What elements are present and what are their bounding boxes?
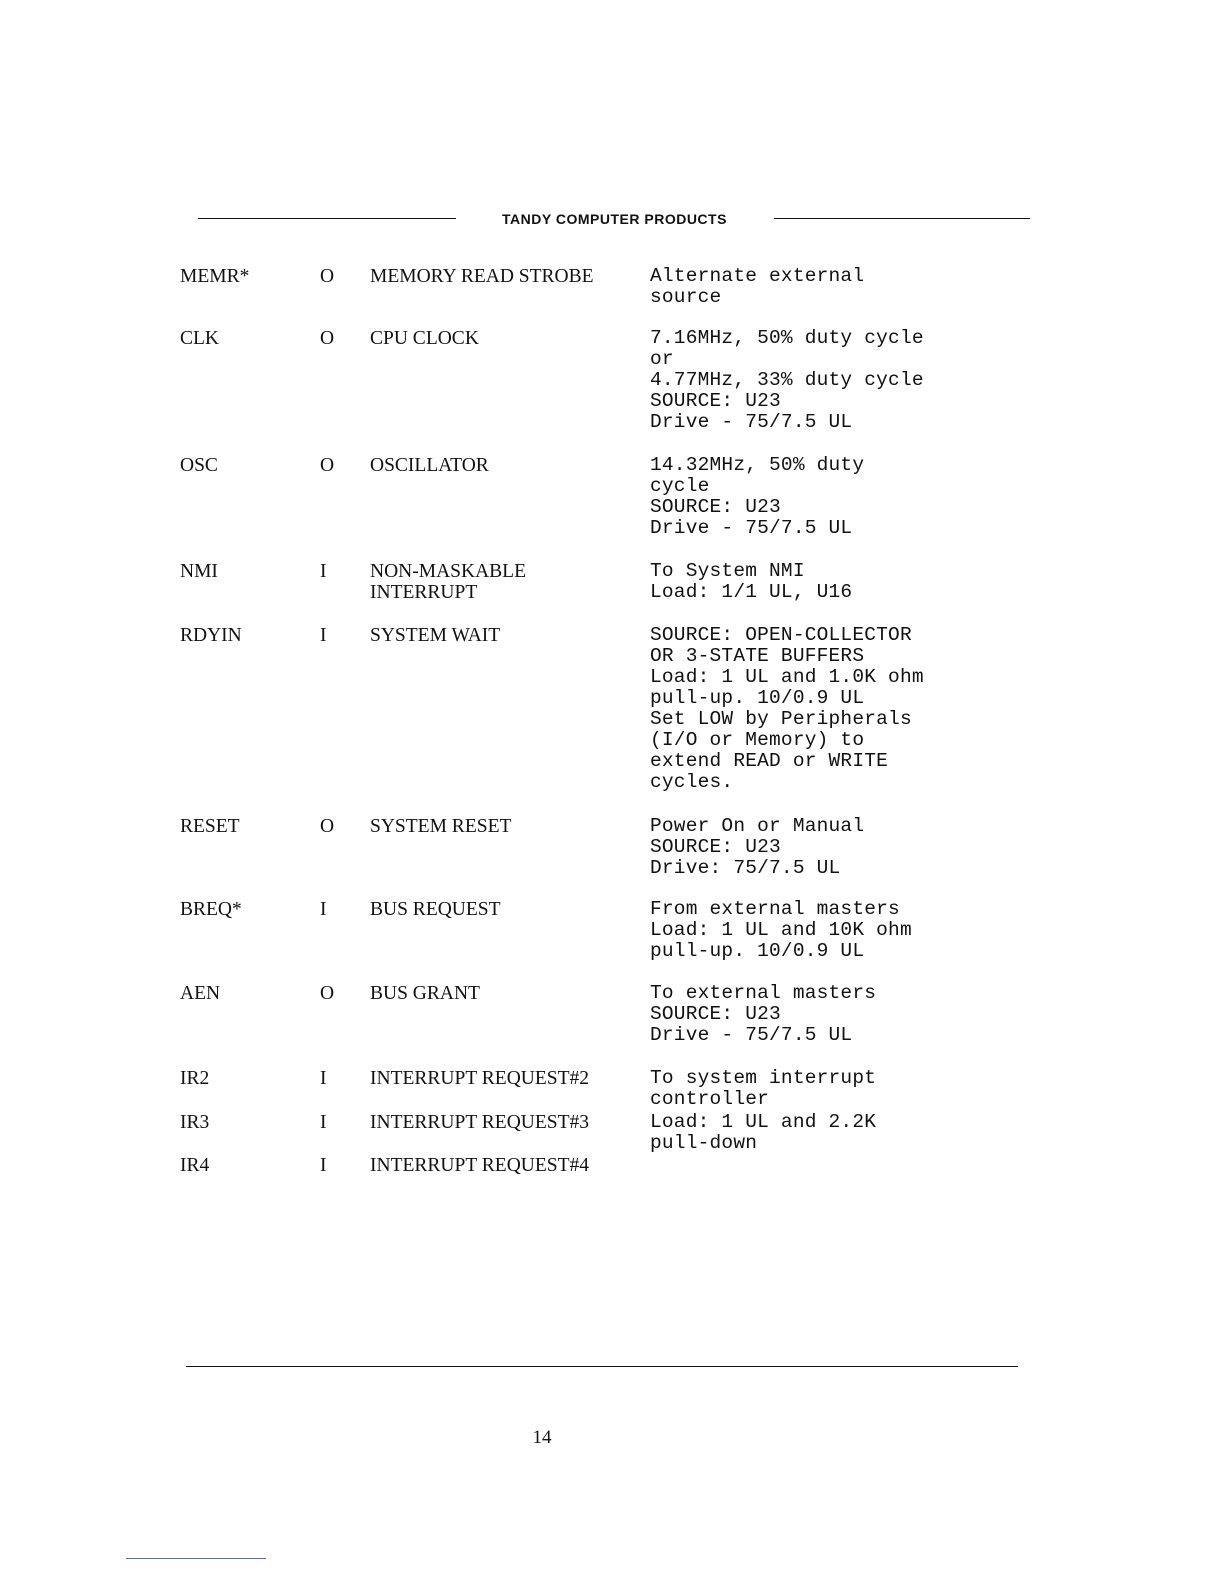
signal-mnemonic: AEN <box>180 983 221 1004</box>
signal-description-line: OR 3-STATE BUFFERS <box>650 645 865 667</box>
signal-description-line: extend READ or WRITE <box>650 750 889 772</box>
signal-name <box>370 625 500 646</box>
signal-direction: O <box>320 266 335 287</box>
signal-description-line: Power On or Manual <box>650 815 865 837</box>
signal-name <box>370 561 526 603</box>
signal-description-line: 7.16MHz, 50% duty cycle <box>650 327 924 349</box>
signal-description-line: cycles. <box>650 771 734 793</box>
signal-direction: O <box>320 816 335 837</box>
signal-description-line: Drive - 75/7.5 UL <box>650 1024 853 1046</box>
signal-direction: O <box>320 328 335 349</box>
signal-description-line: Load: 1 UL and 1.0K ohm <box>650 666 924 688</box>
signal-name-line: SYSTEM WAIT <box>370 625 501 646</box>
signal-name <box>370 328 479 349</box>
signal-mnemonic: RDYIN <box>180 625 242 646</box>
signal-description <box>650 1112 876 1154</box>
signal-name <box>370 983 480 1004</box>
signal-name <box>370 816 511 837</box>
signal-description-line: Alternate external <box>650 265 865 287</box>
signal-name-line: CPU CLOCK <box>370 328 479 349</box>
signal-name <box>370 455 489 476</box>
signal-name-line: MEMORY READ STROBE <box>370 266 594 287</box>
signal-direction: O <box>320 983 335 1004</box>
signal-description <box>650 561 852 603</box>
signal-direction: I <box>320 1112 327 1133</box>
signal-name-line: NON-MASKABLE <box>370 561 526 582</box>
signal-direction: I <box>320 1155 327 1176</box>
signal-description-line: To external masters <box>650 982 877 1004</box>
signal-name-line: INTERRUPT <box>370 582 478 603</box>
signal-description-line: Set LOW by Peripherals <box>650 708 912 730</box>
signal-description-line: or <box>650 348 674 370</box>
edge-mark <box>126 1558 266 1559</box>
signal-description-line: pull-down <box>650 1132 758 1154</box>
signal-description <box>650 899 912 962</box>
signal-mnemonic: OSC <box>180 455 218 476</box>
signal-description-line: SOURCE: U23 <box>650 836 781 858</box>
signal-mnemonic: IR4 <box>180 1155 210 1176</box>
signal-description <box>650 983 876 1046</box>
signal-name <box>370 1155 589 1176</box>
signal-mnemonic: NMI <box>180 561 218 582</box>
signal-direction: O <box>320 455 335 476</box>
signal-mnemonic: CLK <box>180 328 219 349</box>
signal-description-line: SOURCE: U23 <box>650 496 781 518</box>
signal-name-line: INTERRUPT REQUEST#4 <box>370 1155 590 1176</box>
signal-name <box>370 1112 589 1133</box>
signal-mnemonic: MEMR* <box>180 266 250 287</box>
signal-mnemonic: IR2 <box>180 1068 210 1089</box>
signal-description <box>650 266 864 308</box>
signal-description-line: Drive: 75/7.5 UL <box>650 857 841 879</box>
header-rule-left <box>198 218 456 219</box>
signal-description <box>650 625 924 793</box>
footer-rule <box>186 1366 1018 1367</box>
signal-name <box>370 899 501 920</box>
signal-description-line: 14.32MHz, 50% duty <box>650 454 865 476</box>
signal-name-line: INTERRUPT REQUEST#2 <box>370 1068 590 1089</box>
header-rule-right <box>774 218 1030 219</box>
signal-description <box>650 328 924 433</box>
signal-description <box>650 455 864 539</box>
signal-mnemonic: BREQ* <box>180 899 242 920</box>
signal-description-line: Load: 1/1 UL, U16 <box>650 581 853 603</box>
signal-name <box>370 1068 589 1089</box>
signal-description-line: Load: 1 UL and 10K ohm <box>650 919 912 941</box>
signal-name-line: OSCILLATOR <box>370 455 489 476</box>
signal-description <box>650 816 864 879</box>
signal-description-line: controller <box>650 1088 770 1110</box>
signal-description-line: (I/O or Memory) to <box>650 729 865 751</box>
signal-description-line: Drive - 75/7.5 UL <box>650 411 853 433</box>
signal-mnemonic: RESET <box>180 816 240 837</box>
signal-description-line: SOURCE: OPEN-COLLECTOR <box>650 624 912 646</box>
signal-name-line: BUS GRANT <box>370 983 480 1004</box>
signal-name-line: INTERRUPT REQUEST#3 <box>370 1112 590 1133</box>
page-header <box>198 208 1030 230</box>
signal-description-line: pull-up. 10/0.9 UL <box>650 940 865 962</box>
signal-description-line: To System NMI <box>650 560 805 582</box>
signal-description-line: SOURCE: U23 <box>650 390 781 412</box>
signal-description-line: To system interrupt <box>650 1067 877 1089</box>
signal-name <box>370 266 594 287</box>
signal-mnemonic: IR3 <box>180 1112 210 1133</box>
signal-description-line: SOURCE: U23 <box>650 1003 781 1025</box>
header-title: TANDY COMPUTER PRODUCTS <box>502 211 727 227</box>
signal-name-line: BUS REQUEST <box>370 899 501 920</box>
signal-name-line: SYSTEM RESET <box>370 816 512 837</box>
signal-direction: I <box>320 625 327 646</box>
signal-description-line: pull-up. 10/0.9 UL <box>650 687 865 709</box>
signal-description-line: From external masters <box>650 898 900 920</box>
signal-description-line: source <box>650 286 722 308</box>
signal-description-line: 4.77MHz, 33% duty cycle <box>650 369 924 391</box>
page-number: 14 <box>532 1427 552 1448</box>
signal-direction: I <box>320 899 327 920</box>
signal-description <box>650 1068 876 1110</box>
signal-description-line: Load: 1 UL and 2.2K <box>650 1111 877 1133</box>
signal-direction: I <box>320 1068 327 1089</box>
signal-description-line: Drive - 75/7.5 UL <box>650 517 853 539</box>
signal-description-line: cycle <box>650 475 710 497</box>
signal-direction: I <box>320 561 327 582</box>
